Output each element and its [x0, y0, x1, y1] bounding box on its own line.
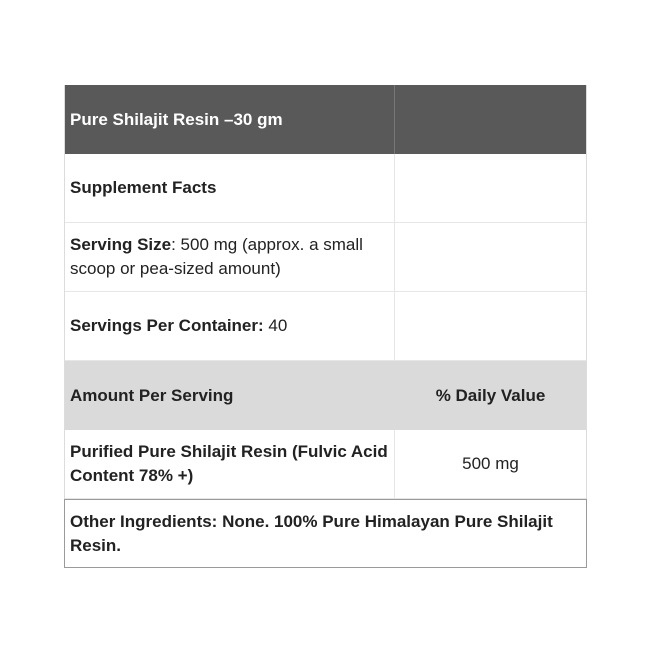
table-row	[65, 430, 586, 499]
empty-cell	[395, 223, 586, 291]
servings-per-container-cell	[65, 292, 395, 360]
empty-cell	[395, 292, 586, 360]
amount-per-serving-heading: Amount Per Serving	[70, 385, 234, 405]
other-ingredients-row	[64, 499, 587, 568]
servings-per-container-label: Servings Per Container:	[70, 316, 264, 335]
table-row	[65, 154, 586, 223]
serving-size-label: Serving Size	[70, 235, 172, 254]
table-row	[65, 223, 586, 292]
amount-header-row	[65, 361, 586, 430]
daily-value-heading: % Daily Value	[435, 385, 546, 405]
ingredient-amount: 500 mg	[462, 454, 519, 473]
empty-cell	[395, 154, 586, 222]
table-header-row	[65, 85, 586, 154]
supplement-facts-table	[64, 85, 587, 568]
header-right-cell	[395, 85, 586, 154]
supplement-facts-heading: Supplement Facts	[65, 154, 395, 222]
other-ingredients-text: Other Ingredients: None. 100% Pure Himalayan Pure Shilajit Resin.	[70, 511, 553, 555]
serving-size-value: : 500 mg (approx. a small scoop or pea-sized amount)	[70, 235, 363, 278]
serving-size-cell	[65, 223, 395, 291]
table-row	[65, 292, 586, 361]
product-title: Pure Shilajit Resin –30 gm	[65, 85, 395, 154]
servings-per-container-value: 40	[263, 316, 288, 335]
ingredient-name: Purified Pure Shilajit Resin (Fulvic Acid Content 78% +)	[65, 430, 395, 498]
